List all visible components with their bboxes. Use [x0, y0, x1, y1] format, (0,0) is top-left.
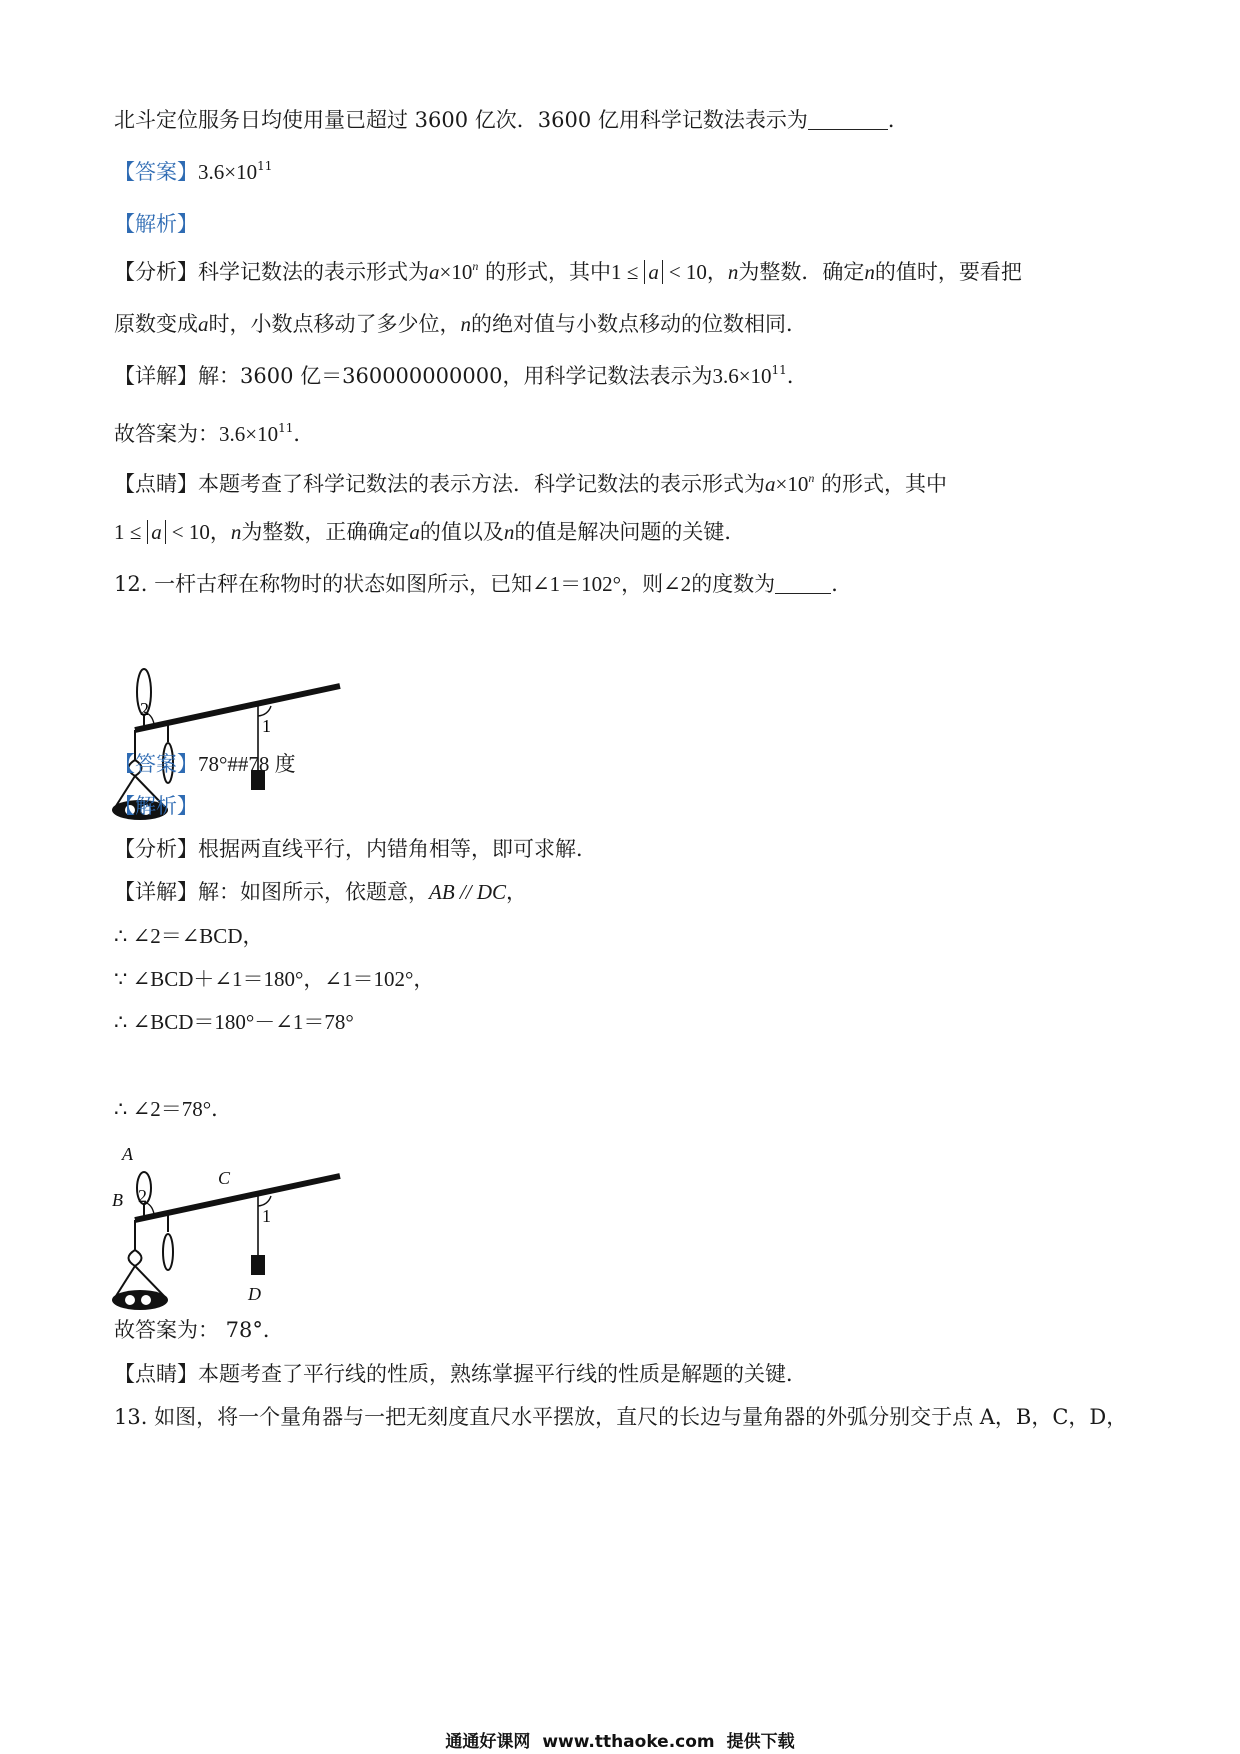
analysis-text: 为整数．确定: [738, 260, 865, 284]
dianjing-text: 为整数，正确确定: [241, 520, 410, 544]
steelyard-figure: [108, 620, 348, 820]
label-2: 2: [140, 699, 149, 719]
analysis-tag: 【分析】: [114, 260, 198, 284]
var-n: n: [460, 312, 471, 336]
label-D: D: [248, 1284, 261, 1304]
comma: ，: [506, 880, 527, 904]
analysis-text: 的绝对值与小数点移动的位数相同．: [471, 312, 807, 336]
q11-answer: [114, 158, 272, 186]
label-1: 1: [262, 716, 271, 736]
final-value: 3.6×10: [219, 422, 279, 446]
var-n: n: [864, 260, 875, 284]
dianjing-text: 的值是解决问题的关键．: [514, 520, 746, 544]
detail-text: 解：如图所示，依题意，: [198, 880, 429, 904]
var-n: n: [230, 520, 242, 544]
analysis-text: 时，小数点移动了多少位，: [208, 312, 461, 336]
weight-block: [251, 1255, 265, 1275]
angle1-equation: ∠1＝102°: [532, 572, 622, 596]
detail-value: 3.6×10: [712, 364, 772, 388]
q11-final: [114, 420, 314, 448]
q12-dianjing: [114, 1360, 807, 1388]
q12-analysis: [114, 835, 597, 863]
times-ten: ×10: [775, 472, 809, 496]
q12-answer: [114, 750, 296, 778]
q11-dianjing-line2: [114, 518, 745, 546]
ineq-right: < 10: [171, 520, 210, 544]
var-a: a: [151, 520, 162, 544]
var-a: a: [765, 472, 776, 496]
analysis-text: 科学记数法的表示形式为: [198, 260, 429, 284]
label-2: 2: [138, 1186, 147, 1206]
q11-period: ．: [887, 108, 909, 132]
q12-step1: ∴ ∠2＝∠BCD，: [114, 924, 264, 948]
answer-value: 3.6×10: [198, 160, 258, 184]
footer-url[interactable]: www.tthaoke.com: [542, 1732, 715, 1752]
q11-stem-text: 北斗定位服务日均使用量已超过 3600 亿次．3600 亿用科学记数法表示为: [114, 108, 808, 132]
analysis-text: 的形式，其中: [485, 260, 612, 284]
dianjing-text: 的形式，其中: [821, 472, 948, 496]
period: ．: [831, 572, 853, 596]
ineq-left: 1 ≤: [611, 260, 639, 284]
q12-step4: ∴ ∠2＝78°．: [114, 1097, 233, 1121]
var-n: n: [727, 260, 739, 284]
q12-stem-text: ，则: [621, 572, 664, 596]
final-text: 故答案为：: [114, 422, 219, 446]
ineq-right: < 10: [668, 260, 707, 284]
steelyard-labeled-figure: [108, 1140, 348, 1340]
q12-step3: ∴ ∠BCD＝180°－∠1＝78°: [114, 1010, 354, 1034]
period: ．: [293, 422, 315, 446]
abs-a: [147, 520, 166, 544]
analysis-tag: 【分析】: [114, 837, 198, 861]
dianjing-tag: 【点睛】: [114, 472, 198, 496]
answer-blank: [775, 575, 831, 594]
var-n-exp: n: [472, 259, 479, 273]
var-a: a: [429, 260, 440, 284]
q12-detail: [114, 878, 527, 906]
q11-dianjing: [114, 470, 947, 498]
var-n: n: [503, 520, 515, 544]
q11-analysis-line2: [114, 310, 807, 338]
comma: ，: [706, 260, 728, 284]
q12-jiexi-tag: 【解析】: [114, 794, 198, 818]
analysis-text: 根据两直线平行，内错角相等，即可求解．: [198, 837, 597, 861]
var-n-exp: n: [808, 471, 815, 485]
var-a: a: [648, 260, 659, 284]
var-a: a: [409, 520, 420, 544]
answer-tag: 【答案】: [114, 752, 198, 776]
label-1: 1: [262, 1206, 271, 1226]
comma: ，: [209, 520, 231, 544]
q11-jiexi-tag: 【解析】: [114, 212, 198, 236]
q12-final: 故答案为： 78°．: [114, 1318, 284, 1342]
label-C: C: [218, 1168, 231, 1188]
ineq-left: 1 ≤: [114, 520, 142, 544]
answer-tag: 【答案】: [114, 160, 198, 184]
answer-exponent: 11: [257, 159, 273, 173]
label-B: B: [112, 1190, 123, 1210]
answer-blank: [808, 111, 888, 130]
dianjing-text: 本题考查了科学记数法的表示方法．科学记数法的表示形式为: [198, 472, 765, 496]
dianjing-tag: 【点睛】: [114, 1362, 198, 1386]
detail-text: 解：3600 亿＝360000000000，用科学记数法表示为: [198, 364, 713, 388]
detail-exponent: 11: [771, 363, 787, 377]
q12-stem: [114, 570, 852, 598]
pan-shape: [112, 1290, 168, 1310]
detail-tag: 【详解】: [114, 880, 198, 904]
var-a: a: [198, 312, 209, 336]
abs-a: [644, 260, 663, 284]
answer-value: 78°##78 度: [198, 752, 296, 776]
detail-tag: 【详解】: [114, 364, 198, 388]
footer-site-name: 通通好课网: [445, 1732, 531, 1752]
times-ten: ×10: [439, 260, 473, 284]
period: ．: [786, 364, 808, 388]
q13-stem: 13. 如图，将一个量角器与一把无刻度直尺水平摆放，直尺的长边与量角器的外弧分别交于点 A，B，C，D，: [114, 1405, 1128, 1429]
q11-stem: [114, 106, 909, 134]
page-footer: [0, 1727, 1240, 1752]
q12-step2: ∵ ∠BCD＋∠1＝180°，∠1＝102°，: [114, 967, 435, 991]
dianjing-text: 本题考查了平行线的性质，熟练掌握平行线的性质是解题的关键．: [198, 1362, 807, 1386]
q12-stem-text: 12. 一杆古秤在称物时的状态如图所示，已知: [114, 572, 533, 596]
final-exponent: 11: [278, 421, 294, 435]
parallel-statement: AB // DC: [429, 880, 506, 904]
footer-suffix: 提供下载: [726, 1732, 795, 1752]
q11-detail: [114, 362, 808, 390]
label-A: A: [122, 1144, 133, 1164]
q12-stem-text: 的度数为: [691, 572, 776, 596]
q11-analysis: [114, 258, 1022, 286]
analysis-text: 原数变成: [114, 312, 198, 336]
analysis-text: 的值时，要看把: [874, 260, 1022, 284]
dianjing-text: 的值以及: [419, 520, 504, 544]
angle2: ∠2: [663, 572, 692, 596]
